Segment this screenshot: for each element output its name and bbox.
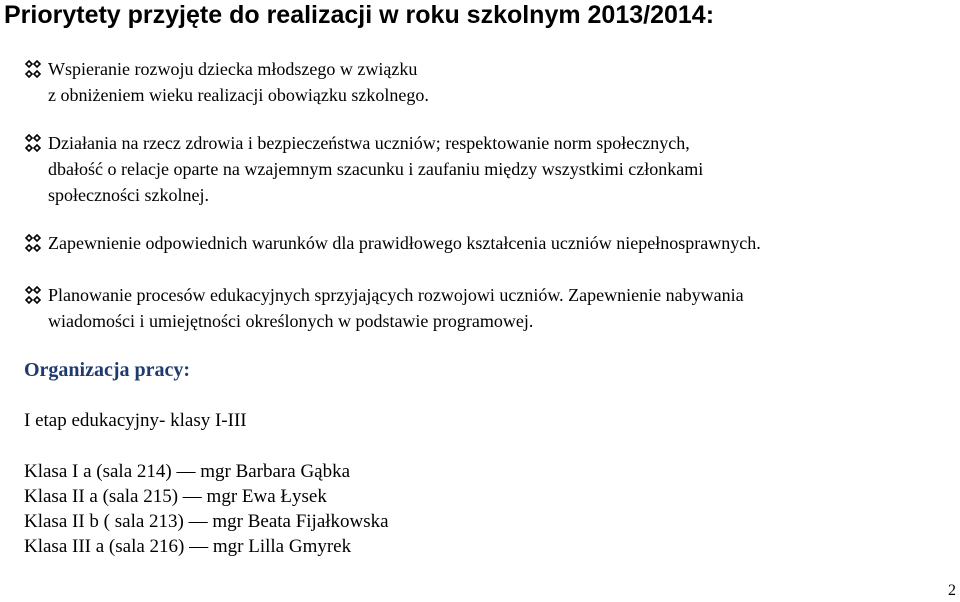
priority-line: z obniżeniem wieku realizacji obowiązku szkolnego. — [48, 85, 429, 105]
page-title: Priorytety przyjęte do realizacji w roku szkolnym 2013/2014: — [4, 1, 715, 29]
diamond-quad-icon — [24, 230, 44, 256]
diamond-quad-icon — [24, 282, 44, 308]
priority-line: dbałość o relacje oparte na wzajemnym szacunku i zaufaniu między wszystkimi członkami — [48, 159, 704, 179]
priority-line: Wspieranie rozwoju dziecka młodszego w związku — [48, 59, 418, 79]
class-entry: Klasa I a (sala 214) — mgr Barbara Gąbka — [24, 461, 351, 482]
stage-label: I etap edukacyjny- klasy I-III — [24, 410, 247, 431]
organization-heading: Organizacja pracy: — [24, 359, 191, 381]
diamond-quad-icon — [24, 56, 44, 82]
priority-line: Działania na rzecz zdrowia i bezpieczeństwa uczniów; respektowanie norm społecznych, — [48, 133, 690, 153]
class-entry: Klasa III a (sala 216) — mgr Lilla Gmyrek — [24, 536, 352, 557]
priority-item — [24, 56, 429, 108]
priority-line: wiadomości i umiejętności określonych w podstawie programowej. — [48, 311, 534, 331]
priority-item — [24, 282, 744, 334]
priority-line: Planowanie procesów edukacyjnych sprzyjających rozwojowi uczniów. Zapewnienie nabywania — [48, 285, 744, 305]
diamond-quad-icon — [24, 130, 44, 156]
priority-item — [24, 230, 761, 256]
priority-item — [24, 130, 703, 208]
class-entry: Klasa II a (sala 215) — mgr Ewa Łysek — [24, 486, 327, 507]
class-entry: Klasa II b ( sala 213) — mgr Beata Fijałkowska — [24, 511, 389, 532]
page-number: 2 — [948, 582, 956, 599]
priority-line: społeczności szkolnej. — [48, 185, 209, 205]
priority-line: Zapewnienie odpowiednich warunków dla prawidłowego kształcenia uczniów niepełnosprawnych. — [48, 233, 761, 253]
